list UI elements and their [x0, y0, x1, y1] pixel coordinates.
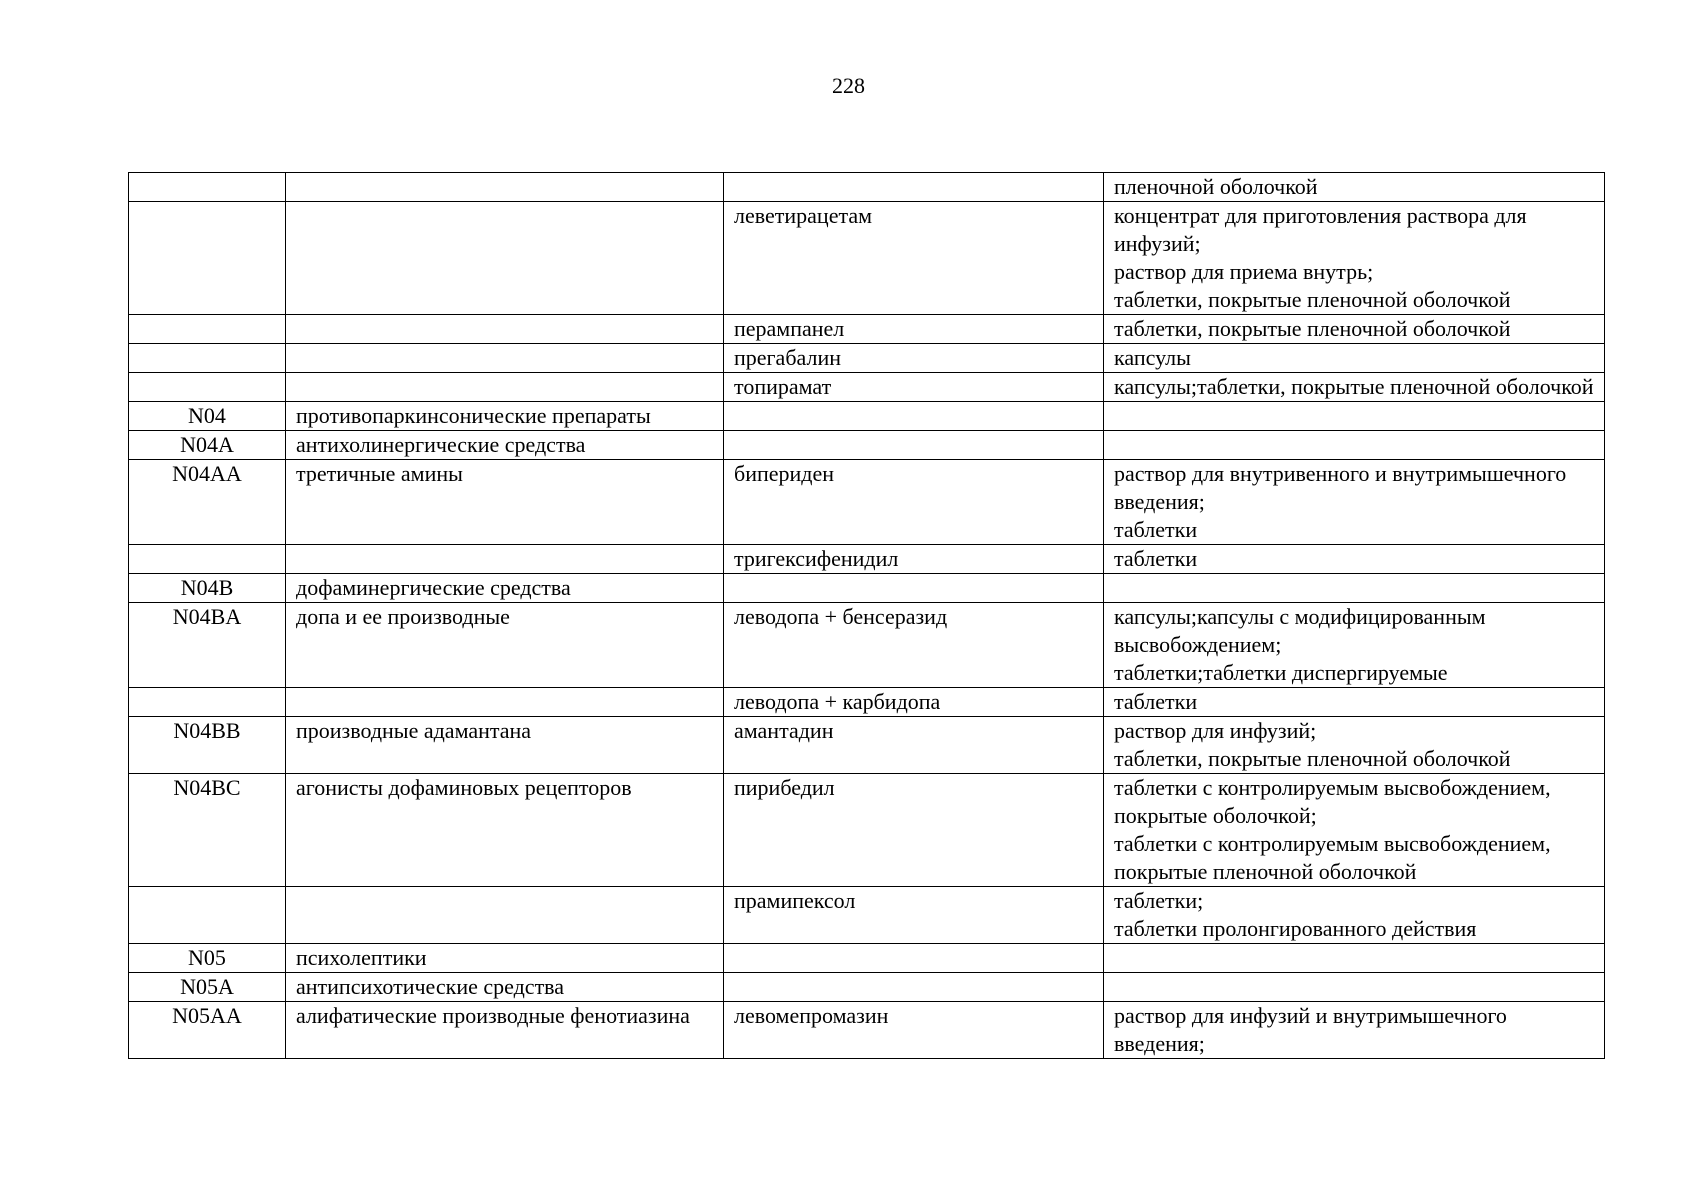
pharmacological-group-cell — [286, 344, 724, 373]
dosage-form-cell — [1104, 431, 1605, 460]
drug-name-cell: тригексифенидил — [724, 545, 1104, 574]
atc-code-cell: N04AA — [129, 460, 286, 545]
table-row — [129, 344, 1605, 373]
dosage-form-cell — [1104, 973, 1605, 1002]
table-row — [129, 402, 1605, 431]
atc-code-cell — [129, 173, 286, 202]
table-row — [129, 1002, 1605, 1059]
pharmacological-group-cell: психолептики — [286, 944, 724, 973]
table-row — [129, 431, 1605, 460]
pharmacological-group-cell: антипсихотические средства — [286, 973, 724, 1002]
drug-name-cell: прамипексол — [724, 887, 1104, 944]
pharmacological-group-cell: допа и ее производные — [286, 603, 724, 688]
dosage-form-cell: таблетки — [1104, 688, 1605, 717]
table-row — [129, 173, 1605, 202]
drug-name-cell — [724, 431, 1104, 460]
drug-name-cell: леводопа + бенсеразид — [724, 603, 1104, 688]
pharmacological-group-cell — [286, 545, 724, 574]
drug-name-cell — [724, 402, 1104, 431]
atc-code-cell: N05AA — [129, 1002, 286, 1059]
dosage-form-cell: раствор для инфузий; таблетки, покрытые пленочной оболочкой — [1104, 717, 1605, 774]
drug-name-cell: левомепромазин — [724, 1002, 1104, 1059]
dosage-form-cell: пленочной оболочкой — [1104, 173, 1605, 202]
atc-code-cell — [129, 315, 286, 344]
atc-code-cell — [129, 887, 286, 944]
atc-code-cell: N04 — [129, 402, 286, 431]
dosage-form-cell: раствор для инфузий и внутримышечного введения; — [1104, 1002, 1605, 1059]
atc-code-cell: N04BC — [129, 774, 286, 887]
dosage-form-cell: концентрат для приготовления раствора для инфузий; раствор для приема внутрь; таблетки, покрытые пленочной оболочкой — [1104, 202, 1605, 315]
table-body — [129, 173, 1605, 1059]
pharmacological-group-cell: антихолинергические средства — [286, 431, 724, 460]
drug-name-cell — [724, 973, 1104, 1002]
table-row — [129, 545, 1605, 574]
pharmacological-group-cell — [286, 688, 724, 717]
atc-code-cell — [129, 202, 286, 315]
dosage-form-cell: капсулы — [1104, 344, 1605, 373]
drug-name-cell: перампанел — [724, 315, 1104, 344]
drug-name-cell: прегабалин — [724, 344, 1104, 373]
drug-name-cell: топирамат — [724, 373, 1104, 402]
table-row — [129, 774, 1605, 887]
table-row — [129, 373, 1605, 402]
atc-code-cell — [129, 688, 286, 717]
table-row — [129, 574, 1605, 603]
table-row — [129, 944, 1605, 973]
drug-name-cell: пирибедил — [724, 774, 1104, 887]
pharmacological-group-cell: третичные амины — [286, 460, 724, 545]
pharmacological-group-cell — [286, 887, 724, 944]
table-row — [129, 315, 1605, 344]
drug-name-cell: бипериден — [724, 460, 1104, 545]
dosage-form-cell: раствор для внутривенного и внутримышечного введения; таблетки — [1104, 460, 1605, 545]
dosage-form-cell — [1104, 402, 1605, 431]
dosage-form-cell — [1104, 944, 1605, 973]
drug-name-cell — [724, 173, 1104, 202]
table-row — [129, 717, 1605, 774]
dosage-form-cell: таблетки с контролируемым высвобождением, покрытые оболочкой; таблетки с контролируемым высвобождением, покрытые пленочной оболочкой — [1104, 774, 1605, 887]
pharmacological-group-cell — [286, 173, 724, 202]
page-number: 228 — [832, 73, 865, 98]
table-row — [129, 688, 1605, 717]
pharmacological-group-cell: дофаминергические средства — [286, 574, 724, 603]
drug-name-cell: леводопа + карбидопа — [724, 688, 1104, 717]
dosage-form-cell: таблетки — [1104, 545, 1605, 574]
atc-code-cell: N04B — [129, 574, 286, 603]
table-row — [129, 603, 1605, 688]
pharmacological-group-cell: противопаркинсонические препараты — [286, 402, 724, 431]
atc-code-cell — [129, 545, 286, 574]
table-row — [129, 202, 1605, 315]
drug-name-cell: амантадин — [724, 717, 1104, 774]
atc-code-cell: N04BA — [129, 603, 286, 688]
atc-code-cell — [129, 373, 286, 402]
atc-code-cell: N05 — [129, 944, 286, 973]
dosage-form-cell: таблетки; таблетки пролонгированного действия — [1104, 887, 1605, 944]
atc-code-cell: N04BB — [129, 717, 286, 774]
table-row — [129, 973, 1605, 1002]
pharmacological-group-cell: производные адамантана — [286, 717, 724, 774]
pharmacological-group-cell: алифатические производные фенотиазина — [286, 1002, 724, 1059]
drug-name-cell — [724, 944, 1104, 973]
table-row — [129, 460, 1605, 545]
table-row — [129, 887, 1605, 944]
dosage-form-cell — [1104, 574, 1605, 603]
drug-name-cell: леветирацетам — [724, 202, 1104, 315]
drug-name-cell — [724, 574, 1104, 603]
atc-code-cell: N05A — [129, 973, 286, 1002]
pharmacological-group-cell — [286, 202, 724, 315]
atc-code-cell — [129, 344, 286, 373]
dosage-form-cell: таблетки, покрытые пленочной оболочкой — [1104, 315, 1605, 344]
atc-code-cell: N04A — [129, 431, 286, 460]
pharmacological-group-cell: агонисты дофаминовых рецепторов — [286, 774, 724, 887]
drug-table — [128, 172, 1605, 1059]
pharmacological-group-cell — [286, 315, 724, 344]
dosage-form-cell: капсулы;капсулы с модифицированным высвобождением; таблетки;таблетки диспергируемые — [1104, 603, 1605, 688]
pharmacological-group-cell — [286, 373, 724, 402]
dosage-form-cell: капсулы;таблетки, покрытые пленочной оболочкой — [1104, 373, 1605, 402]
